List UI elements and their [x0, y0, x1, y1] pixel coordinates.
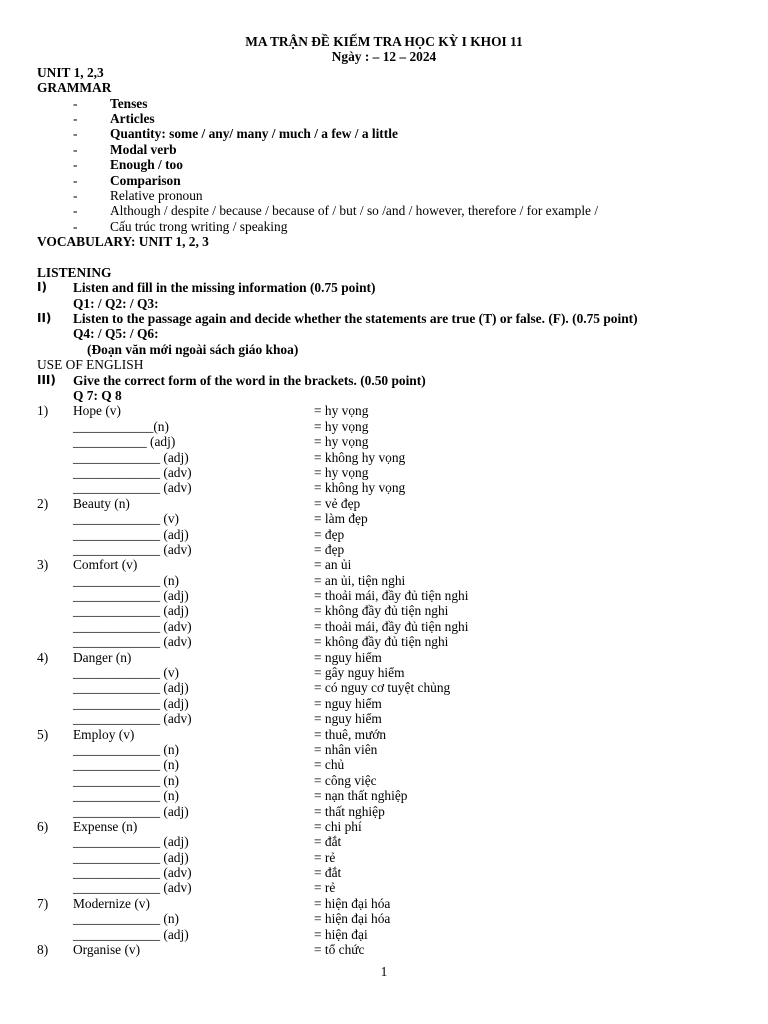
- word-meaning: = nguy hiểm: [314, 711, 382, 727]
- list-dash: -: [73, 203, 78, 219]
- document-page: [37, 34, 737, 957]
- grammar-item: [37, 219, 737, 234]
- grammar-item-text: Tenses: [110, 95, 148, 111]
- word-meaning: = thất nghiệp: [314, 803, 385, 819]
- list-dash: -: [73, 187, 78, 203]
- word-family-row: [37, 819, 737, 834]
- grammar-item: [37, 111, 737, 126]
- word-form-blank-row: [37, 880, 737, 895]
- word-form-blank-row: [37, 865, 737, 880]
- listening-heading: LISTENING: [37, 264, 112, 280]
- word-meaning: = đắt: [314, 865, 342, 881]
- item-number: 5): [37, 726, 49, 742]
- blank-word-form: _____________ (adv): [73, 464, 192, 480]
- word-meaning: = tổ chức: [314, 942, 365, 958]
- grammar-item: [37, 142, 737, 157]
- word-meaning: = hiện đại hóa: [314, 895, 391, 911]
- word-form-blank-row: [37, 542, 737, 557]
- listening-part-2: [37, 311, 737, 326]
- word-meaning: = nhân viên: [314, 741, 378, 757]
- word-meaning: = không đầy đủ tiện nghi: [314, 603, 449, 619]
- blank-word-form: _____________ (adv): [73, 865, 192, 881]
- item-number: 1): [37, 403, 49, 419]
- word-form-blank-row: [37, 742, 737, 757]
- grammar-item: [37, 188, 737, 203]
- word-form-blank-row: [37, 773, 737, 788]
- word-meaning: = thoải mái, đầy đủ tiện nghi: [314, 588, 469, 604]
- word-family-row: [37, 896, 737, 911]
- word-form-blank-row: [37, 434, 737, 449]
- units-line: UNIT 1, 2,3: [37, 64, 104, 80]
- base-word: Hope (v): [73, 403, 121, 419]
- word-family-row: [37, 403, 737, 418]
- grammar-item: [37, 96, 737, 111]
- part-numeral: III): [37, 372, 56, 387]
- listening-part-1: [37, 280, 737, 295]
- part-instruction: Listen to the passage again and decide whether the statements are true (T) or false. (F). (0.75 point): [73, 311, 638, 327]
- document-title: MA TRẬN ĐỀ KIẾM TRA HỌC KỲ I KHOI 11: [245, 34, 523, 49]
- word-form-blank-row: [37, 757, 737, 772]
- use-of-english-heading: USE OF ENGLISH: [37, 357, 144, 373]
- word-meaning: = làm đẹp: [314, 511, 368, 527]
- part-numeral: I): [37, 280, 47, 295]
- list-dash: -: [73, 157, 78, 173]
- base-word: Danger (n): [73, 649, 132, 665]
- blank-word-form: _____________ (adv): [73, 711, 192, 727]
- grammar-item: [37, 126, 737, 141]
- grammar-item-text: Enough / too: [110, 157, 183, 173]
- word-meaning: = không hy vọng: [314, 449, 406, 465]
- spacer: [37, 249, 737, 264]
- word-family-row: [37, 557, 737, 572]
- list-dash: -: [73, 126, 78, 142]
- word-meaning: = hiện đại hóa: [314, 911, 391, 927]
- list-dash: -: [73, 218, 78, 234]
- grammar-item-text: Cấu trúc trong writing / speaking: [110, 218, 288, 234]
- word-form-blank-row: [37, 527, 737, 542]
- grammar-list: [37, 96, 737, 235]
- word-form-blank-row: [37, 465, 737, 480]
- blank-word-form: _____________ (adj): [73, 834, 189, 850]
- word-forms-table: [37, 403, 737, 957]
- grammar-item-text: Although / despite / because / because of / but / so /and / however, therefore / for example /: [110, 203, 599, 219]
- part-2-note: (Đoạn văn mới ngoài sách giáo khoa): [87, 341, 299, 357]
- word-form-blank-row: [37, 834, 737, 849]
- word-form-blank-row: [37, 850, 737, 865]
- word-meaning: = nguy hiểm: [314, 695, 382, 711]
- list-dash: -: [73, 172, 78, 188]
- part-instruction: Listen and fill in the missing information (0.75 point): [73, 280, 376, 296]
- grammar-item-text: Quantity: some / any/ many / much / a few / a little: [110, 126, 398, 142]
- blank-word-form: _____________ (n): [73, 741, 180, 757]
- word-meaning: = thoải mái, đầy đủ tiện nghi: [314, 618, 469, 634]
- word-meaning: = an ủi, tiện nghi: [314, 572, 406, 588]
- word-meaning: = hy vọng: [314, 464, 369, 480]
- blank-word-form: _____________ (adj): [73, 603, 189, 619]
- blank-word-form: _____________ (adj): [73, 526, 189, 542]
- grammar-item-text: Relative pronoun: [110, 187, 203, 203]
- word-form-blank-row: [37, 511, 737, 526]
- word-form-blank-row: [37, 788, 737, 803]
- word-meaning: = chủ: [314, 757, 345, 773]
- blank-word-form: _____________ (adj): [73, 588, 189, 604]
- blank-word-form: _____________ (n): [73, 757, 180, 773]
- blank-word-form: _____________ (v): [73, 511, 180, 527]
- word-family-row: [37, 650, 737, 665]
- page-number: 1: [380, 964, 388, 979]
- grammar-item-text: Modal verb: [110, 141, 177, 157]
- word-meaning: = công việc: [314, 772, 377, 788]
- vocabulary-heading: VOCABULARY: UNIT 1, 2, 3: [37, 234, 209, 250]
- word-meaning: = có nguy cơ tuyệt chủng: [314, 680, 451, 696]
- word-meaning: = đẹp: [314, 526, 345, 542]
- word-meaning: = hy vọng: [314, 434, 369, 450]
- word-form-blank-row: [37, 573, 737, 588]
- word-form-blank-row: [37, 480, 737, 495]
- list-dash: -: [73, 110, 78, 126]
- use-of-english-part-3: [37, 373, 737, 388]
- blank-word-form: _____________ (adj): [73, 695, 189, 711]
- blank-word-form: _____________ (v): [73, 665, 180, 681]
- blank-word-form: _____________ (n): [73, 788, 180, 804]
- part-3-questions: Q 7: Q 8: [73, 387, 122, 403]
- word-meaning: = không hy vọng: [314, 480, 406, 496]
- item-number: 7): [37, 895, 49, 911]
- item-number: 6): [37, 818, 49, 834]
- word-family-row: [37, 496, 737, 511]
- blank-word-form: _____________ (adv): [73, 618, 192, 634]
- blank-word-form: ____________(n): [73, 418, 169, 434]
- base-word: Comfort (v): [73, 557, 138, 573]
- blank-word-form: _____________ (adj): [73, 803, 189, 819]
- word-meaning: = chi phí: [314, 818, 362, 834]
- base-word: Modernize (v): [73, 895, 150, 911]
- blank-word-form: _____________ (adj): [73, 449, 189, 465]
- base-word: Expense (n): [73, 818, 138, 834]
- item-number: 4): [37, 649, 49, 665]
- word-family-row: [37, 942, 737, 957]
- word-meaning: = hy vọng: [314, 403, 369, 419]
- word-meaning: = nạn thất nghiệp: [314, 788, 408, 804]
- part-2-questions: Q4: / Q5: / Q6:: [73, 326, 159, 342]
- blank-word-form: _____________ (n): [73, 772, 180, 788]
- grammar-item-text: Comparison: [110, 172, 181, 188]
- base-word: Beauty (n): [73, 495, 130, 511]
- item-number: 3): [37, 557, 49, 573]
- word-form-blank-row: [37, 911, 737, 926]
- word-meaning: = gây nguy hiểm: [314, 665, 405, 681]
- word-meaning: = không đầy đủ tiện nghi: [314, 634, 449, 650]
- word-form-blank-row: [37, 680, 737, 695]
- word-form-blank-row: [37, 634, 737, 649]
- blank-word-form: _____________ (adv): [73, 634, 192, 650]
- word-form-blank-row: [37, 619, 737, 634]
- word-form-blank-row: [37, 711, 737, 726]
- word-meaning: = đẹp: [314, 541, 345, 557]
- word-meaning: = an ủi: [314, 557, 352, 573]
- word-form-blank-row: [37, 603, 737, 618]
- blank-word-form: _____________ (adj): [73, 926, 189, 942]
- base-word: Employ (v): [73, 726, 135, 742]
- word-form-blank-row: [37, 665, 737, 680]
- grammar-heading: GRAMMAR: [37, 80, 112, 96]
- document-date: Ngày : – 12 – 2024: [331, 49, 437, 65]
- item-number: 8): [37, 942, 49, 958]
- part-numeral: II): [37, 311, 52, 326]
- blank-word-form: _____________ (n): [73, 911, 180, 927]
- word-meaning: = rẻ: [314, 880, 336, 896]
- word-form-blank-row: [37, 696, 737, 711]
- word-meaning: = vẻ đẹp: [314, 495, 361, 511]
- word-form-blank-row: [37, 588, 737, 603]
- word-form-blank-row: [37, 419, 737, 434]
- grammar-item: [37, 157, 737, 172]
- grammar-item: [37, 173, 737, 188]
- word-form-blank-row: [37, 927, 737, 942]
- word-form-blank-row: [37, 804, 737, 819]
- item-number: 2): [37, 495, 49, 511]
- blank-word-form: _____________ (adv): [73, 880, 192, 896]
- word-meaning: = đắt: [314, 834, 342, 850]
- list-dash: -: [73, 141, 78, 157]
- blank-word-form: ___________ (adj): [73, 434, 176, 450]
- base-word: Organise (v): [73, 942, 141, 958]
- part-instruction: Give the correct form of the word in the brackets. (0.50 point): [73, 372, 426, 388]
- list-dash: -: [73, 95, 78, 111]
- blank-word-form: _____________ (n): [73, 572, 180, 588]
- word-meaning: = hiện đại: [314, 926, 368, 942]
- blank-word-form: _____________ (adv): [73, 541, 192, 557]
- blank-word-form: _____________ (adj): [73, 849, 189, 865]
- word-form-blank-row: [37, 450, 737, 465]
- grammar-item: [37, 203, 737, 218]
- word-meaning: = rẻ: [314, 849, 336, 865]
- blank-word-form: _____________ (adj): [73, 680, 189, 696]
- word-meaning: = thuê, mướn: [314, 726, 387, 742]
- word-meaning: = hy vọng: [314, 418, 369, 434]
- word-family-row: [37, 727, 737, 742]
- grammar-item-text: Articles: [110, 110, 155, 126]
- part-1-questions: Q1: / Q2: / Q3:: [73, 295, 159, 311]
- blank-word-form: _____________ (adv): [73, 480, 192, 496]
- word-meaning: = nguy hiểm: [314, 649, 382, 665]
